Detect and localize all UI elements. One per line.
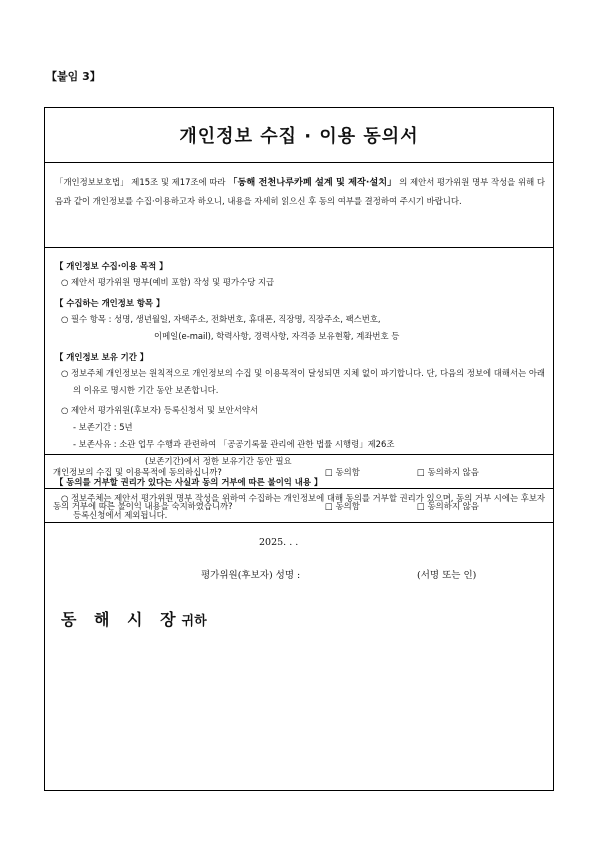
addressee bbox=[61, 607, 207, 630]
purpose-heading: 【 개인정보 수집·이용 목적 】 bbox=[55, 261, 168, 271]
agree-checkbox[interactable]: □ 동의함 bbox=[325, 500, 360, 511]
retention-heading: 【 개인정보 보유 기간 】 bbox=[55, 352, 149, 362]
retention-reason-2: (보존기간)에서 정한 보유기간 동안 필요 bbox=[145, 456, 292, 466]
items-heading: 【 수집하는 개인정보 항목 】 bbox=[55, 298, 165, 308]
refusal-heading: 【 동의를 거부할 권리가 있다는 사실과 동의 거부에 따른 불이익 내용 】 bbox=[55, 477, 323, 487]
signature-area bbox=[45, 522, 553, 647]
disagree-checkbox[interactable]: □ 동의하지 않음 bbox=[417, 500, 479, 511]
form-title: 개인정보 수집 · 이용 동의서 bbox=[45, 108, 553, 163]
attachment-label: 【붙임 3】 bbox=[46, 70, 101, 83]
question-text: 개인정보의 수집 및 이용목적에 동의하십니까? bbox=[53, 466, 222, 477]
intro-pre: 「개인정보보호법」 제15조 및 제17조에 따라 bbox=[55, 177, 229, 187]
retention-period: - 보존기간 : 5년 bbox=[73, 422, 133, 432]
items-text-1: ○ 필수 항목 : 성명, 생년월일, 자택주소, 전화번호, 휴대폰, 직장명, 직장주소, 팩스번호, bbox=[61, 314, 381, 324]
retention-text-2: ○ 제안서 평가위원(후보자) 등록신청서 및 보안서약서 bbox=[61, 405, 259, 415]
question-text: 동의 거부에 따른 불이익 내용을 숙지하였습니까? bbox=[53, 500, 233, 511]
signer-name-label: 평가위원(후보자) 성명 : bbox=[201, 570, 301, 581]
disagree-checkbox[interactable]: □ 동의하지 않음 bbox=[417, 466, 479, 477]
intro-paragraph bbox=[45, 163, 553, 248]
addressee-main: 동 해 시 장 bbox=[61, 610, 182, 629]
purpose-text: ○ 제안서 평가위원 명부(예비 포함) 작성 및 평가수당 지급 bbox=[61, 277, 275, 287]
agree-checkbox[interactable]: □ 동의함 bbox=[325, 466, 360, 477]
project-name: 「동해 전천나루카페 설계 및 제작·설치」 bbox=[228, 177, 397, 188]
items-text-2: 이메일(e-mail), 학력사항, 경력사항, 자격증 보유현황, 계좌번호 등 bbox=[154, 331, 400, 341]
retention-text-1: ○ 정보주체 개인정보는 원칙적으로 개인정보의 수집 및 이용목적이 달성되면 지체 없이 파기합니다. 단, 다음의 정보에 대해서는 아래의 이유로 명시한 기간 동안 보존합니다. bbox=[61, 368, 546, 395]
refusal-text: ○ 정보주체는 제안서 평가위원 명부 작성을 위하여 수집하는 개인정보에 대해 동의를 거부할 권리가 있으며, 동의 거부 시에는 후보자 등록신청에서 제외됩니다. bbox=[61, 493, 546, 520]
sign-note: (서명 또는 인) bbox=[417, 570, 477, 581]
date-field[interactable]: 2025. . . bbox=[259, 537, 299, 548]
consent-form bbox=[44, 107, 554, 791]
retention-reason-1: - 보존사유 : 소관 업무 수행과 관련하여 「공공기록물 관리에 관한 법률 시행령」제26조 bbox=[73, 439, 395, 449]
addressee-suffix: 귀하 bbox=[181, 614, 207, 629]
intro-post: 의 제안서 평가위원 명부 작성을 위해 다음과 같이 개인정보를 수집·이용하고자 하오니, 내용을 자세히 읽으신 후 동의 여부를 결정하여 주시기 바랍니다. bbox=[55, 177, 545, 206]
